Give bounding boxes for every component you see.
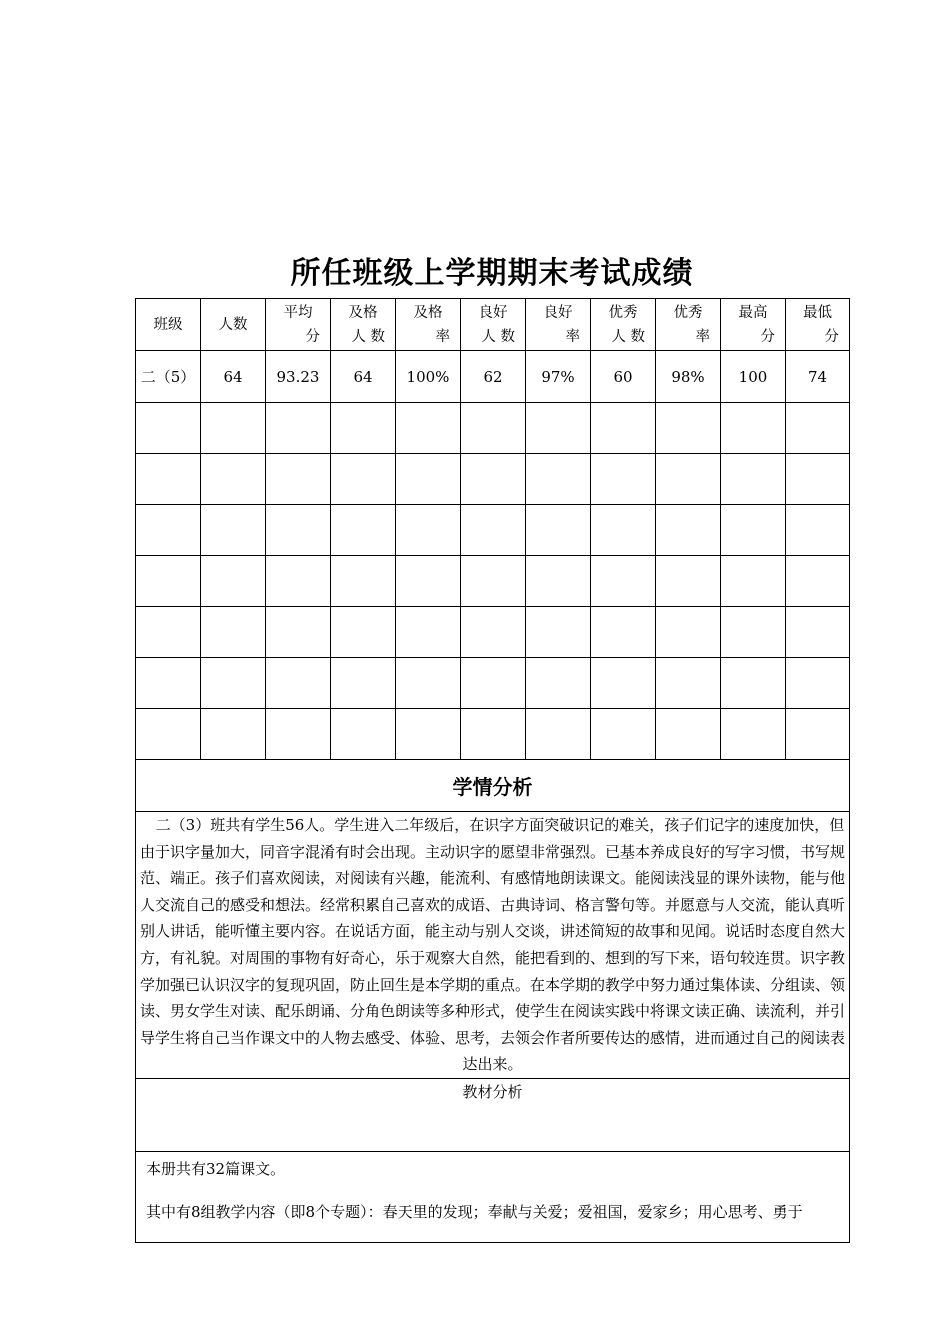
learning-analysis-heading: 学情分析 <box>136 760 850 812</box>
table-cell <box>266 709 331 760</box>
table-cell <box>331 556 396 607</box>
table-cell <box>526 454 591 505</box>
table-cell <box>201 556 266 607</box>
table-cell <box>136 556 201 607</box>
column-header-line: 分 <box>760 328 775 345</box>
scores-table <box>135 298 850 1243</box>
material-analysis-text <box>136 1151 850 1242</box>
column-header-line: 率 <box>435 328 450 345</box>
table-cell <box>266 658 331 709</box>
page-title: 所任班级上学期期末考试成绩 <box>290 256 694 291</box>
table-cell <box>656 556 721 607</box>
table-cell <box>526 505 591 556</box>
table-cell <box>396 709 461 760</box>
table-cell <box>526 607 591 658</box>
table-cell <box>201 658 266 709</box>
table-cell <box>266 505 331 556</box>
table-cell <box>136 454 201 505</box>
table-cell <box>721 403 786 454</box>
column-header-line: 率 <box>565 328 580 345</box>
table-cell: 98% <box>656 351 721 403</box>
table-cell: 64 <box>331 351 396 403</box>
table-cell <box>591 556 656 607</box>
table-cell <box>721 607 786 658</box>
table-cell <box>266 607 331 658</box>
table-cell <box>591 403 656 454</box>
column-header <box>201 299 266 351</box>
table-cell <box>591 607 656 658</box>
table-cell <box>656 607 721 658</box>
table-cell <box>786 658 850 709</box>
table-cell: 93.23 <box>266 351 331 403</box>
column-header <box>396 299 461 351</box>
table-cell <box>331 709 396 760</box>
table-row <box>136 505 850 556</box>
column-header-line: 人 数 <box>611 328 645 345</box>
table-cell <box>136 658 201 709</box>
table-cell <box>396 505 461 556</box>
table-cell <box>721 505 786 556</box>
column-header-line: 及格 <box>348 304 378 321</box>
table-cell: 100 <box>721 351 786 403</box>
table-cell <box>201 403 266 454</box>
table-cell <box>461 454 526 505</box>
table-cell: 97% <box>526 351 591 403</box>
table-cell <box>201 607 266 658</box>
table-cell <box>656 658 721 709</box>
column-header-line: 人 数 <box>351 328 385 345</box>
table-cell <box>396 658 461 709</box>
table-cell <box>136 607 201 658</box>
column-header-line: 良好 <box>478 304 508 321</box>
table-cell <box>396 607 461 658</box>
table-cell: 64 <box>201 351 266 403</box>
table-cell <box>136 505 201 556</box>
table-cell <box>786 709 850 760</box>
table-cell <box>266 454 331 505</box>
table-cell <box>526 403 591 454</box>
table-row <box>136 454 850 505</box>
table-cell <box>526 556 591 607</box>
material-analysis-line: 本册共有32篇课文。 <box>146 1159 286 1178</box>
table-cell <box>786 607 850 658</box>
table-cell <box>786 454 850 505</box>
column-header <box>136 299 201 351</box>
column-header-line: 分 <box>824 328 839 345</box>
table-cell <box>461 658 526 709</box>
table-row <box>136 709 850 760</box>
column-header-line: 分 <box>305 328 320 345</box>
table-cell <box>461 709 526 760</box>
table-row <box>136 351 850 403</box>
table-cell: 二（5） <box>136 351 201 403</box>
table-cell <box>786 403 850 454</box>
table-cell <box>266 556 331 607</box>
table-cell <box>721 658 786 709</box>
table-cell <box>461 607 526 658</box>
table-cell <box>461 556 526 607</box>
table-cell <box>721 454 786 505</box>
column-header <box>656 299 721 351</box>
column-header-line: 最高 <box>738 304 768 321</box>
column-header-line: 优秀 <box>608 304 638 321</box>
column-header-line: 平均 <box>283 304 313 321</box>
column-header <box>721 299 786 351</box>
column-header <box>266 299 331 351</box>
table-cell <box>331 607 396 658</box>
column-header-line: 人数 <box>218 316 248 333</box>
table-cell <box>656 505 721 556</box>
empty-rows <box>136 403 850 760</box>
table-cell <box>786 556 850 607</box>
table-cell <box>396 403 461 454</box>
table-cell <box>591 658 656 709</box>
material-analysis-line: 其中有8组教学内容（即8个专题）：春天里的发现；奉献与关爱；爱祖国，爱家乡；用心思考、勇于 <box>146 1202 803 1221</box>
table-cell <box>786 505 850 556</box>
column-header-line: 班级 <box>153 316 183 333</box>
column-header-line: 最低 <box>803 304 832 321</box>
table-cell <box>201 709 266 760</box>
table-cell <box>461 505 526 556</box>
table-cell <box>656 709 721 760</box>
column-header <box>786 299 850 351</box>
table-cell <box>591 709 656 760</box>
column-header <box>526 299 591 351</box>
table-cell <box>591 454 656 505</box>
column-header-line: 及格 <box>413 304 443 321</box>
column-header-line: 人 数 <box>481 328 515 345</box>
table-cell <box>526 658 591 709</box>
table-cell: 62 <box>461 351 526 403</box>
column-header <box>461 299 526 351</box>
table-cell: 74 <box>786 351 850 403</box>
column-header-line: 优秀 <box>673 304 703 321</box>
table-row <box>136 403 850 454</box>
table-cell <box>331 658 396 709</box>
table-cell <box>656 403 721 454</box>
table-cell <box>721 556 786 607</box>
column-header-line: 良好 <box>543 304 573 321</box>
table-cell <box>526 709 591 760</box>
column-header <box>591 299 656 351</box>
table-cell <box>201 505 266 556</box>
table-row <box>136 658 850 709</box>
table-cell: 60 <box>591 351 656 403</box>
table-row <box>136 607 850 658</box>
table-cell <box>266 403 331 454</box>
learning-analysis-text: 二（3）班共有学生56人。学生进入二年级后，在识字方面突破识记的难关，孩子们记字的速度加快，但由于识字量加大，同音字混淆有时会出现。主动识字的愿望非常强烈。已基本养成良好的写字习惯，书写规范、端正。孩子们喜欢阅读，对阅读有兴趣，能流利、有感情地朗读课文。能阅读浅显的课外读物，能与他人交流自己的感受和想法。经常积累自己喜欢的成语、古典诗词、格言警句等。并愿意与人交流，能认真听别人讲话，能听懂主要内容。在说话方面，能主动与别人交谈，讲述简短的故事和见闻。说话时态度自然大方，有礼貌。对周围的事物有好奇心，乐于观察大自然，能把看到的、想到的写下来，语句较连贯。识字教学加强已认识汉字的复现巩固，防止回生是本学期的重点。在本学期的教学中努力通过集体读、分组读、领读、男女学生对读、配乐朗诵、分角色朗读等多种形式，使学生在阅读实践中将课文读正确、读流利，并引导学生将自己当作课文中的人物去感受、体验、思考，去领会作者所要传达的感情，进而通过自己的阅读表达出来。 <box>136 812 850 1079</box>
table-cell <box>591 505 656 556</box>
table-cell <box>136 403 201 454</box>
table-cell <box>721 709 786 760</box>
table-cell <box>331 505 396 556</box>
table-row <box>136 556 850 607</box>
material-analysis-heading: 教材分析 <box>136 1078 850 1151</box>
table-cell <box>656 454 721 505</box>
table-cell <box>136 709 201 760</box>
table-cell <box>201 454 266 505</box>
table-cell <box>331 403 396 454</box>
table-cell <box>331 454 396 505</box>
column-header <box>331 299 396 351</box>
table-cell: 100% <box>396 351 461 403</box>
table-cell <box>396 556 461 607</box>
column-header-line: 率 <box>695 328 710 345</box>
table-cell <box>396 454 461 505</box>
table-cell <box>461 403 526 454</box>
header-row <box>136 299 850 351</box>
